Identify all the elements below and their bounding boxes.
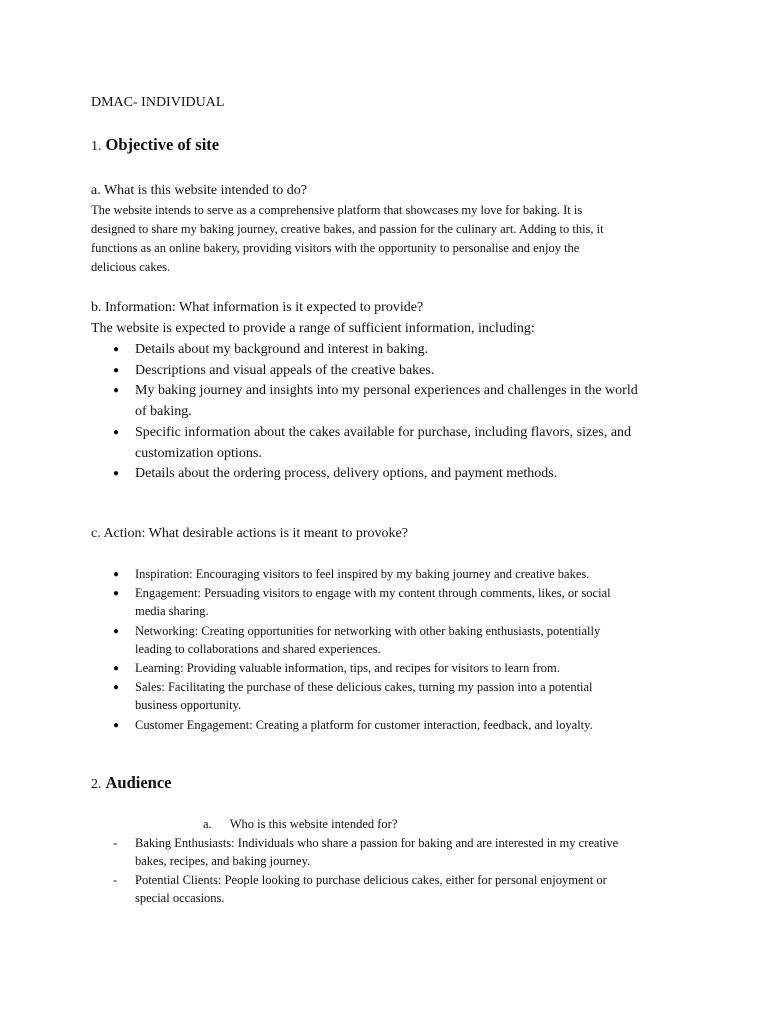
question-1a: a. What is this website intended to do?	[91, 183, 307, 198]
question-1b: b. Information: What information is it expected to provide?	[91, 300, 424, 315]
question-2a-label: a.	[203, 817, 212, 831]
section-2-number: 2.	[91, 777, 102, 792]
document-page: DMAC- INDIVIDUAL 1. Objective of site a. What is this website intended to do? The website intends to serve as a comprehensive platform that showcases my love for baking. It is designed to share my baking journey, creative bakes, and passion for the culinary art. Adding to this, it functions as an online bakery, providing visitors with the opportunity to personalise and enjoy the delicious cakes. b. Information: What information is it expected to provide? The website is expected to provide a range of sufficient information, including: ● Details about my background and interest in baking. ● Descriptions and visual appeals of the creative bakes. ● My baking journey and insights into my personal experiences and challenges in the world of baking. ● Specific information about the cakes available for purchase, including flavors, sizes, and customization options. ● Details about the ordering process, delivery options, and payment methods. c. Action: What desirable actions is it meant to provoke? ● Inspiration: Encouraging visitors to feel inspired by my baking journey and creative bakes. ● Engagement: Persuading visitors to engage with my content through comments, likes, or social media sharing. ● Networking: Creating opportunities for networking with other baking enthusiasts, potentially leading to collaborations and shared experiences. ● Learning: Providing valuable information, tips, and recipes for visitors to learn from. ● Sales: Facilitating the purchase of these delicious cakes, turning my passion into a potential business opportunity. ● Customer Engagement: Creating a platform for customer interaction, feedback, and loyalty. 2. Audience a. Who is this website intended for? - Baking Enthusiasts: Individuals who share a passion for baking and are interested in my creative bakes, recipes, and baking journey. - Potential Clients: People looking to purchase delicious cakes, either for personal enjoyment or special occasions.	[91, 95, 638, 905]
section-1-heading	[91, 135, 219, 155]
bullet-icon: ●	[113, 720, 120, 731]
section-2-title: Audience	[105, 773, 172, 792]
answer-1a-line: functions as an online bakery, providing visitors with the opportunity to personalise and enjoy the	[91, 241, 580, 255]
section-1-number: 1.	[91, 139, 102, 154]
answer-1a-line: designed to share my baking journey, creative bakes, and passion for the culinary art. Adding to this, it	[91, 222, 604, 236]
section-2-heading	[91, 773, 172, 793]
question-2a	[203, 815, 397, 834]
intro-1b: The website is expected to provide a range of sufficient information, including:	[91, 321, 535, 336]
answer-1a-line: delicious cakes.	[91, 260, 171, 274]
bullet-icon: ●	[113, 427, 120, 438]
bullet-icon: ●	[113, 569, 120, 580]
bullet-icon: ●	[113, 385, 120, 396]
bullet-icon: ●	[113, 365, 120, 376]
bullet-icon: ●	[113, 682, 120, 693]
answer-1a-line: The website intends to serve as a comprehensive platform that showcases my love for baking. It is	[91, 203, 583, 217]
section-1-title: Objective of site	[105, 135, 220, 154]
dash-icon: -	[113, 836, 118, 850]
bullet-icon: ●	[113, 626, 120, 637]
document-title: DMAC- INDIVIDUAL	[91, 95, 225, 110]
question-1c: c. Action: What desirable actions is it meant to provoke?	[91, 526, 408, 541]
dash-icon: -	[113, 873, 118, 887]
bullet-icon: ●	[113, 344, 120, 355]
bullet-icon: ●	[113, 588, 120, 599]
question-2a-text: Who is this website intended for?	[229, 817, 398, 831]
bullet-icon: ●	[113, 468, 120, 479]
bullet-icon: ●	[113, 663, 120, 674]
